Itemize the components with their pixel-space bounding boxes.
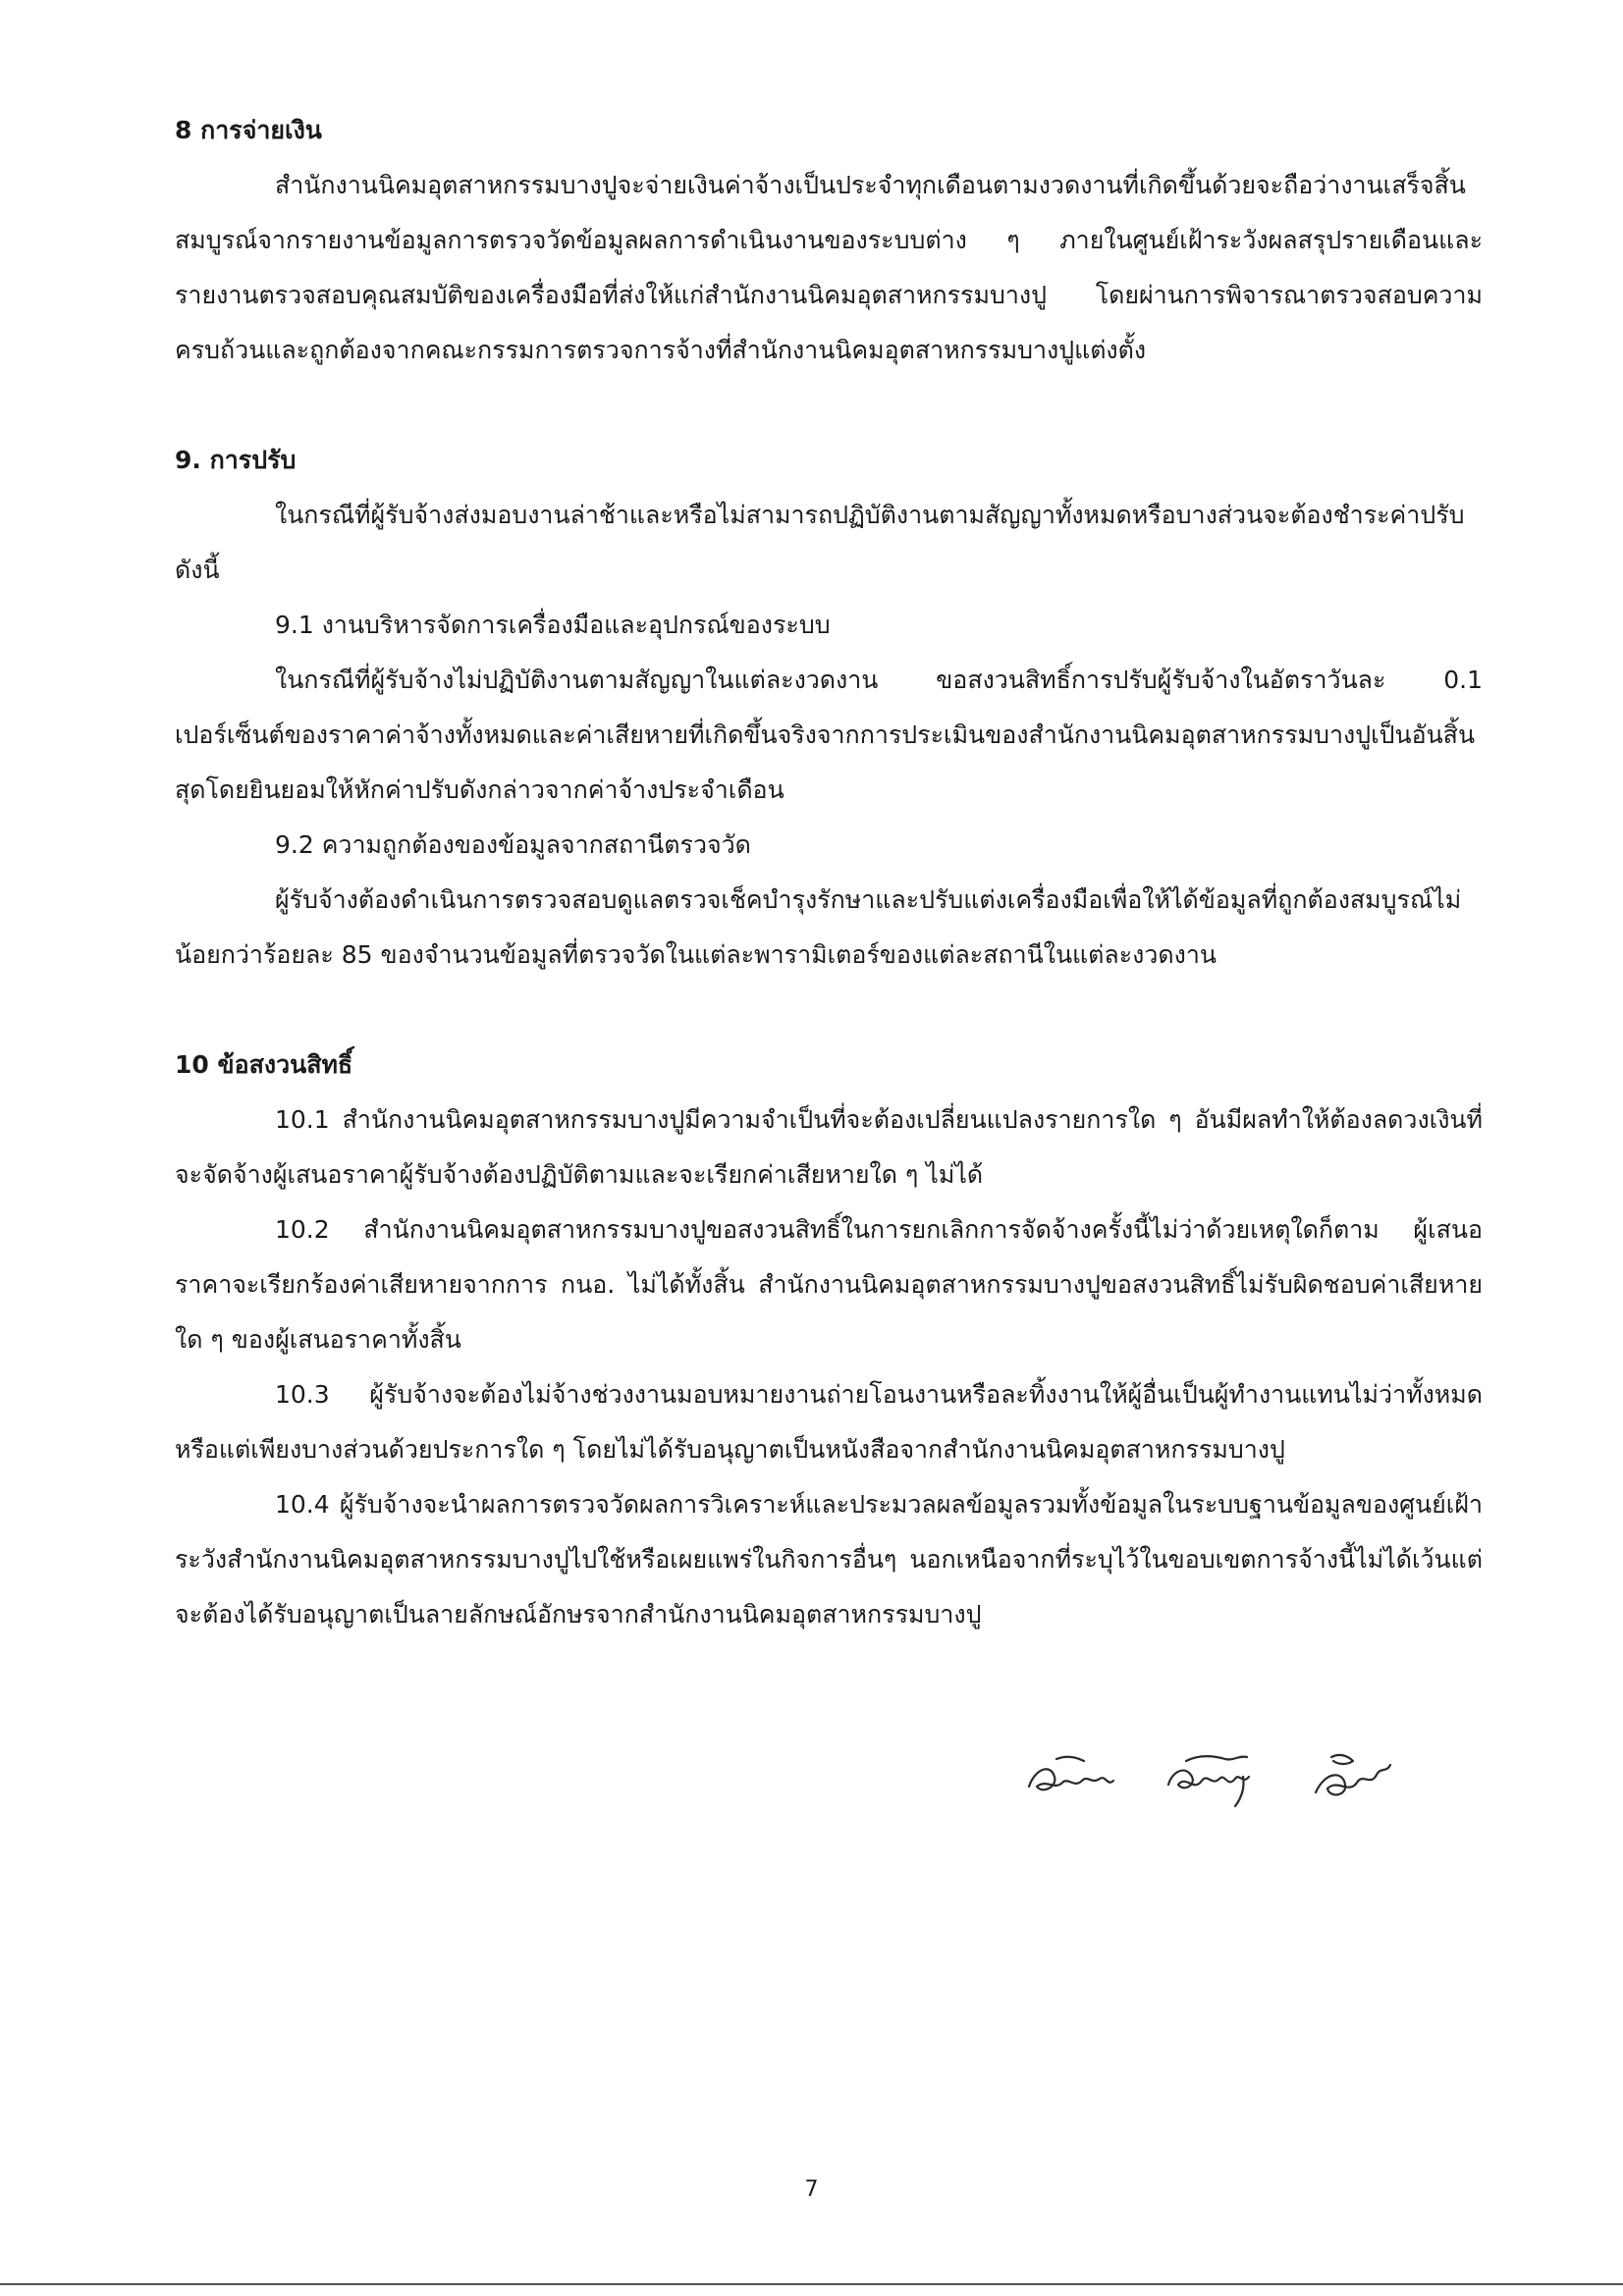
- bottom-border-line: [0, 2283, 1623, 2285]
- subheading-9-2: 9.2 ความถูกต้องของข้อมูลจากสถานีตรวจวัด: [275, 830, 751, 859]
- reservation-10-3-paragraph: 10.3 ผู้รับจ้างจะต้องไม่จ้างช่วงงานมอบหมายงานถ่ายโอนงานหรือละทิ้งงานให้ผู้อื่นเป็นผู้ทำงานแทนไม่ว่าทั้งหมดหรือแต่เพียงบางส่วนด้วยประการใด ๆ โดยไม่ได้รับอนุญาตเป็นหนังสือจากสำนักงานนิคมอุตสาหกรรมบางปู: [175, 1380, 1483, 1464]
- reservation-10-1-paragraph: 10.1 สำนักงานนิคมอุตสาหกรรมบางปูมีความจำเป็นที่จะต้องเปลี่ยนแปลงรายการใด ๆ อันมีผลทำให้ต้องลดวงเงินที่จะจัดจ้างผู้เสนอราคาผู้รับจ้างต้องปฏิบัติตามและจะเรียกค่าเสียหายใด ๆ ไม่ได้: [175, 1105, 1483, 1189]
- page-number: 7: [804, 2177, 819, 2202]
- penalty-intro-paragraph: ในกรณีที่ผู้รับจ้างส่งมอบงานล่าช้าและหรือไม่สามารถปฏิบัติงานตามสัญญาทั้งหมดหรือบางส่วนจะต้องชำระค่าปรับดังนี้: [175, 501, 1465, 584]
- reservation-10-4-paragraph: 10.4 ผู้รับจ้างจะนำผลการตรวจวัดผลการวิเคราะห์และประมวลผลข้อมูลรวมทั้งข้อมูลในระบบฐานข้อมูลของศูนย์เฝ้าระวังสำนักงานนิคมอุตสาหกรรมบางปูไปใช้หรือเผยแพร่ในกิจการอื่นๆ นอกเหนือจากที่ระบุไว้ในขอบเขตการจ้างนี้ไม่ได้เว้นแต่จะต้องได้รับอนุญาตเป็นลายลักษณ์อักษรจากสำนักงานนิคมอุตสาหกรรมบางปู: [175, 1490, 1483, 1629]
- penalty-9-1-paragraph: ในกรณีที่ผู้รับจ้างไม่ปฏิบัติงานตามสัญญาในแต่ละงวดงาน ขอสงวนสิทธิ์การปรับผู้รับจ้างในอัตราวันละ 0.1 เปอร์เซ็นต์ของราคาค่าจ้างทั้งหมดและค่าเสียหายที่เกิดขึ้นจริงจากการประเมินของสำนักงานนิคมอุตสาหกรรมบางปูเป็นอันสิ้นสุดโดยยินยอมให้หักค่าปรับดังกล่าวจากค่าจ้างประจำเดือน: [175, 666, 1483, 804]
- section-heading-penalty: 9. การปรับ: [175, 446, 297, 474]
- section-heading-reservation: 10 ข้อสงวนสิทธิ์: [175, 1050, 353, 1079]
- subheading-9-1: 9.1 งานบริหารจัดการเครื่องมือและอุปกรณ์ของระบบ: [275, 611, 831, 639]
- reservation-10-2-paragraph: 10.2 สำนักงานนิคมอุตสาหกรรมบางปูขอสงวนสิทธิ์ในการยกเลิกการจัดจ้างครั้งนี้ไม่ว่าด้วยเหตุใดก็ตาม ผู้เสนอราคาจะเรียกร้องค่าเสียหายจากการ กนอ. ไม่ได้ทั้งสิ้น สำนักงานนิคมอุตสาหกรรมบางปูขอสงวนสิทธิ์ไม่รับผิดชอบค่าเสียหายใด ๆ ของผู้เสนอราคาทั้งสิ้น: [175, 1215, 1483, 1354]
- section-heading-payment: 8 การจ่ายเงิน: [175, 116, 322, 144]
- handwritten-signatures: [1021, 1737, 1483, 1826]
- document-body: [175, 103, 1483, 1642]
- payment-paragraph: สำนักงานนิคมอุตสาหกรรมบางปูจะจ่ายเงินค่าจ้างเป็นประจำทุกเดือนตามงวดงานที่เกิดขึ้นด้วยจะถือว่างานเสร็จสิ้นสมบูรณ์จากรายงานข้อมูลการตรวจวัดข้อมูลผลการดำเนินงานของระบบต่าง ๆ ภายในศูนย์เฝ้าระวังผลสรุปรายเดือนและรายงานตรวจสอบคุณสมบัติของเครื่องมือที่ส่งให้แก่สำนักงานนิคมอุตสาหกรรมบางปู โดยผ่านการพิจารณาตรวจสอบความครบถ้วนและถูกต้องจากคณะกรรมการตรวจการจ้างที่สำนักงานนิคมอุตสาหกรรมบางปูแต่งตั้ง: [175, 171, 1483, 364]
- penalty-9-2-paragraph: ผู้รับจ้างต้องดำเนินการตรวจสอบดูแลตรวจเช็คบำรุงรักษาและปรับแต่งเครื่องมือเพื่อให้ได้ข้อมูลที่ถูกต้องสมบูรณ์ไม่น้อยกว่าร้อยละ 85 ของจำนวนข้อมูลที่ตรวจวัดในแต่ละพารามิเตอร์ของแต่ละสถานีในแต่ละงวดงาน: [175, 885, 1462, 969]
